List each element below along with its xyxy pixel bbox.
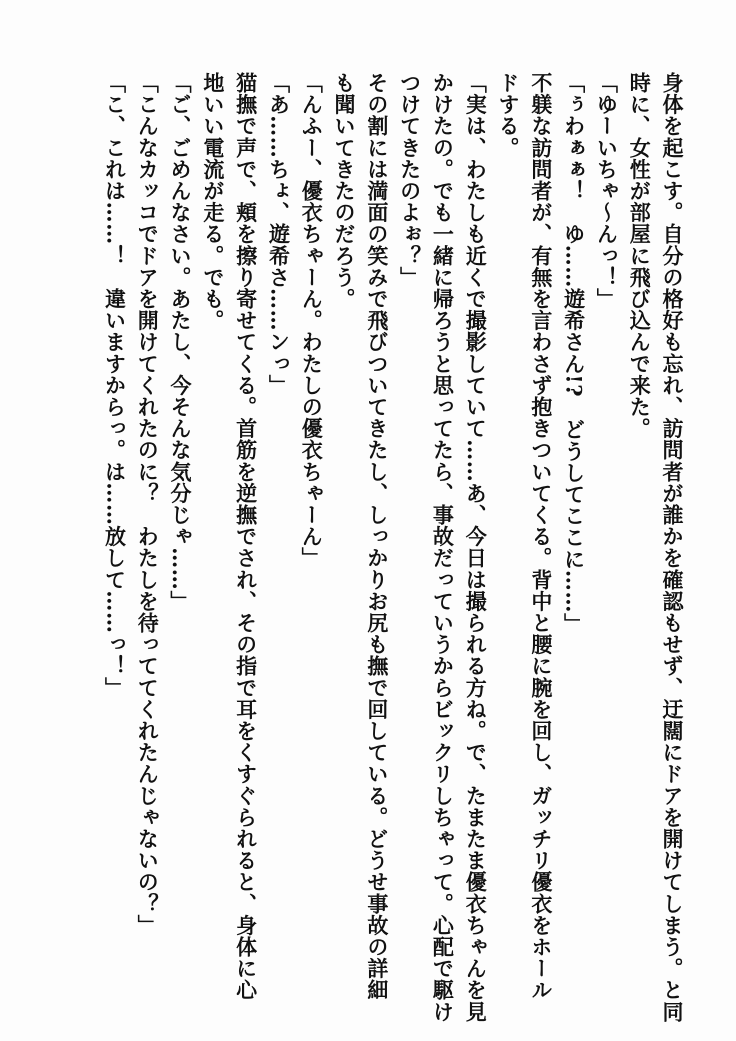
text-line: 「あ……ちょ、遊希さ……ンっ」	[266, 72, 292, 396]
vertical-text-block	[98, 72, 688, 1023]
text-line: 「ご、ごめんなさい。あたし、今そんな気分じゃ……」	[168, 72, 194, 612]
text-line: 「こんなカッコでドアを開けてくれたのに？ わたしを待っててくれたんじゃないの？」	[135, 72, 161, 936]
text-line: 「ゆーいちゃ〜んっ！」	[594, 72, 620, 310]
text-line: かけたの。でも一緒に帰ろうと思ってたら、事故だっていうからビックリしちゃって。心配で駆け	[430, 72, 456, 1023]
text-line: ドする。	[496, 72, 522, 159]
text-line: つけてきたのよぉ？」	[397, 72, 423, 288]
text-line: 猫撫で声で、頬を擦り寄せてくる。首筋を逆撫でされ、その指で耳をくすぐられると、身体に心	[233, 72, 259, 1001]
text-line: 「ぅわぁぁ！ ゆ……遊希さん!? どうしてここに……」	[561, 72, 587, 635]
text-line: 「んふー、優衣ちゃーん。わたしの優衣ちゃーん」	[299, 72, 325, 569]
text-line: 地いい電流が走る。でも。	[200, 72, 226, 332]
text-line: 「実は、わたしも近くで撮影していて……あ、今日は撮られる方ね。で、たまたま優衣ちゃんを見	[463, 72, 489, 1023]
text-line: も聞いてきたのだろう。	[332, 72, 358, 310]
text-line: 「こ、これは……！ 違いますからっ。は……放して……っ！」	[102, 72, 128, 699]
text-line: 身体を起こす。自分の格好も忘れ、訪問者が誰かを確認もせず、迂闊にドアを開けてしまう。と同	[660, 72, 685, 1023]
text-line: その割には満面の笑みで飛びついてきたし、しっかりお尻も撫で回している。どうせ事故の詳細	[364, 72, 390, 1001]
text-line: 不躾な訪問者が、有無を言わさず抱きついてくる。背中と腰に腕を回し、ガッチリ優衣をホール	[528, 72, 554, 1001]
text-line: 時に、女性が部屋に飛び込んで来た。	[627, 72, 653, 440]
